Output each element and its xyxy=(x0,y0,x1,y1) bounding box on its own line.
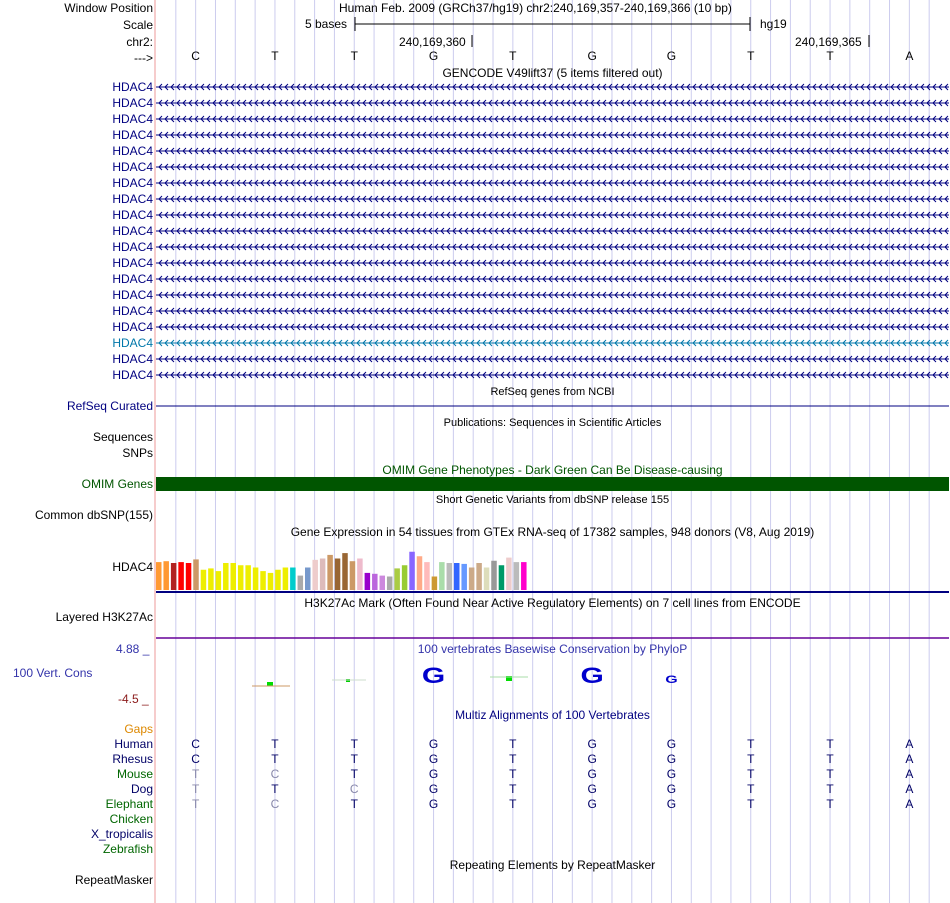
dbsnp-label[interactable]: Common dbSNP(155) xyxy=(34,508,153,522)
gtex-tissue-bar xyxy=(290,568,296,591)
multiz-base: C xyxy=(270,767,280,781)
h3k27ac-title[interactable]: H3K27Ac Mark (Often Found Near Active Regulatory Elements) on 7 cell lines from ENCODE xyxy=(304,596,801,610)
gtex-tissue-bar xyxy=(216,571,222,590)
phylop-base-glyph: G xyxy=(421,662,446,689)
gtex-tissue-bar xyxy=(312,560,318,590)
multiz-base: T xyxy=(747,752,755,766)
multiz-base: A xyxy=(905,767,914,781)
multiz-base: T xyxy=(509,782,517,796)
multiz-base: T xyxy=(350,797,358,811)
gencode-gene-label[interactable]: HDAC4 xyxy=(112,304,153,318)
gtex-tissue-bar xyxy=(432,577,438,591)
chrom-label: chr2: xyxy=(126,35,153,49)
gtex-tissue-bar xyxy=(484,568,490,591)
gtex-tissue-bar xyxy=(380,576,386,590)
multiz-base: C xyxy=(349,782,359,796)
gencode-gene-label[interactable]: HDAC4 xyxy=(112,336,153,350)
multiz-base: T xyxy=(747,737,755,751)
multiz-base: T xyxy=(509,797,517,811)
multiz-base: G xyxy=(428,737,439,751)
repeatmasker-label[interactable]: RepeatMasker xyxy=(74,873,153,887)
omim-gene-bar xyxy=(156,477,949,491)
multiz-species-label[interactable]: Dog xyxy=(130,782,153,796)
gtex-tissue-bar xyxy=(201,570,207,590)
multiz-title[interactable]: Multiz Alignments of 100 Vertebrates xyxy=(455,708,650,722)
phylop-base-glyph: G xyxy=(665,672,678,686)
gtex-tissue-bar xyxy=(424,562,430,590)
gencode-gene-label[interactable]: HDAC4 xyxy=(112,288,153,302)
gtex-tissue-bar xyxy=(387,577,393,591)
coord-tick-1: 240,169,360 xyxy=(399,35,466,49)
gtex-tissue-bar xyxy=(350,561,356,590)
gtex-tissue-bar xyxy=(402,565,408,590)
gtex-tissue-bar xyxy=(305,568,311,591)
multiz-base: G xyxy=(666,752,677,766)
gtex-tissue-bar xyxy=(260,571,266,590)
multiz-species-label[interactable]: X_tropicalis xyxy=(90,827,153,841)
gencode-gene-label[interactable]: HDAC4 xyxy=(112,240,153,254)
sequence-base: T xyxy=(747,49,755,63)
multiz-base: A xyxy=(905,737,914,751)
gencode-gene-label[interactable]: HDAC4 xyxy=(112,112,153,126)
assembly-label: hg19 xyxy=(760,17,787,31)
gtex-tissue-bar xyxy=(298,576,304,590)
phylop-mini-bar xyxy=(267,682,273,686)
multiz-base: C xyxy=(191,737,200,751)
multiz-base: T xyxy=(826,782,834,796)
gtex-tissue-bar xyxy=(454,563,460,590)
h3k27ac-label[interactable]: Layered H3K27Ac xyxy=(55,610,153,624)
gtex-tissue-bar xyxy=(506,558,512,590)
gtex-tissue-bar xyxy=(268,573,274,590)
gtex-tissue-bar xyxy=(365,573,371,590)
multiz-base: T xyxy=(509,767,517,781)
multiz-base: T xyxy=(350,737,358,751)
phylop-glyphs xyxy=(252,663,678,688)
gencode-gene-label[interactable]: HDAC4 xyxy=(112,272,153,286)
coord-tick-2: 240,169,365 xyxy=(795,35,862,49)
gtex-tissue-bar xyxy=(320,559,326,591)
gtex-tissue-bar xyxy=(223,563,229,590)
multiz-base: T xyxy=(747,797,755,811)
gtex-tissue-bar xyxy=(342,553,348,590)
gtex-tissue-bar xyxy=(245,565,251,590)
multiz-base: G xyxy=(428,797,439,811)
multiz-species-label[interactable]: Mouse xyxy=(116,767,153,781)
window-position-text: Human Feb. 2009 (GRCh37/hg19) chr2:240,169,357-240,169,366 (10 bp) xyxy=(339,1,732,15)
multiz-base: T xyxy=(191,782,200,796)
multiz-species-label[interactable]: Zebrafish xyxy=(102,842,153,856)
publications-snps-label[interactable]: SNPs xyxy=(122,446,153,460)
refseq-title[interactable]: RefSeq genes from NCBI xyxy=(490,386,615,398)
gencode-gene-label[interactable]: HDAC4 xyxy=(112,352,153,366)
sequence-base: T xyxy=(350,49,358,63)
multiz-base: T xyxy=(826,797,834,811)
multiz-base: G xyxy=(428,752,439,766)
gtex-tissue-bar xyxy=(275,570,281,590)
sequence-base: G xyxy=(428,49,439,63)
multiz-species-label[interactable]: Rhesus xyxy=(112,752,153,766)
phylop-base-glyph: G xyxy=(580,662,604,689)
dbsnp-title[interactable]: Short Genetic Variants from dbSNP release 155 xyxy=(435,494,670,506)
sequence-base: C xyxy=(191,49,200,63)
gencode-gene-label[interactable]: HDAC4 xyxy=(112,128,153,142)
gencode-gene-label[interactable]: HDAC4 xyxy=(112,368,153,382)
gtex-tissue-bar xyxy=(439,562,445,590)
gencode-gene-label[interactable]: HDAC4 xyxy=(112,224,153,238)
gtex-tissue-bar xyxy=(163,561,169,590)
multiz-base: C xyxy=(191,752,200,766)
multiz-base: T xyxy=(271,737,279,751)
gtex-tissue-bar xyxy=(476,563,482,590)
multiz-base: G xyxy=(587,797,597,811)
gencode-gene-label[interactable]: HDAC4 xyxy=(112,80,153,94)
gtex-tissue-bar xyxy=(335,559,341,591)
gencode-gene-label[interactable]: HDAC4 xyxy=(112,160,153,174)
publications-title[interactable]: Publications: Sequences in Scientific Articles xyxy=(443,417,662,429)
phylop-min-label: -4.5 _ xyxy=(118,692,149,706)
gtex-tissue-bar xyxy=(514,562,520,590)
multiz-base: A xyxy=(905,782,914,796)
sequence-base: G xyxy=(587,49,597,63)
gtex-tissue-bar xyxy=(357,559,363,591)
multiz-species-label[interactable]: Chicken xyxy=(109,812,153,826)
multiz-base: C xyxy=(270,797,280,811)
gtex-tissue-bar xyxy=(253,568,259,591)
gtex-title[interactable]: Gene Expression in 54 tissues from GTEx RNA-seq of 17382 samples, 948 donors (V8, Aug 2019) xyxy=(290,525,815,539)
multiz-base: G xyxy=(666,737,677,751)
multiz-base: T xyxy=(747,767,755,781)
multiz-base: G xyxy=(587,767,597,781)
strand-label: ---> xyxy=(134,51,153,65)
gencode-gene-label[interactable]: HDAC4 xyxy=(112,176,153,190)
gencode-gene-label[interactable]: HDAC4 xyxy=(112,192,153,206)
multiz-species-label[interactable]: Human xyxy=(114,737,153,751)
gencode-gene-label[interactable]: HDAC4 xyxy=(112,208,153,222)
multiz-base: T xyxy=(826,737,834,751)
multiz-base: G xyxy=(666,797,677,811)
multiz-base: T xyxy=(350,752,358,766)
multiz-base: T xyxy=(350,767,358,781)
sequence-base: G xyxy=(666,49,677,63)
omim-title[interactable]: OMIM Gene Phenotypes - Dark Green Can Be Disease-causing xyxy=(382,463,723,477)
gencode-gene-label[interactable]: HDAC4 xyxy=(112,256,153,270)
gtex-tissue-bar xyxy=(238,565,244,590)
multiz-base: T xyxy=(509,737,517,751)
gtex-tissue-bar xyxy=(171,563,177,590)
sequence-base: T xyxy=(826,49,834,63)
multiz-base: G xyxy=(587,782,597,796)
gtex-tissue-bar xyxy=(283,568,289,591)
multiz-base: G xyxy=(428,782,439,796)
gtex-tissue-bar xyxy=(417,556,423,590)
gtex-bars xyxy=(156,552,527,590)
multiz-base: T xyxy=(191,767,200,781)
gtex-tissue-bar xyxy=(208,568,214,590)
gtex-tissue-bar xyxy=(469,568,475,591)
refseq-label[interactable]: RefSeq Curated xyxy=(66,399,153,413)
phylop-max-label: 4.88 _ xyxy=(116,642,150,656)
gencode-gene-label[interactable]: HDAC4 xyxy=(112,144,153,158)
scale-bases-text: 5 bases xyxy=(305,17,348,31)
gencode-title[interactable]: GENCODE V49lift37 (5 items filtered out) xyxy=(442,66,663,80)
gtex-tissue-bar xyxy=(231,563,237,590)
gtex-tissue-bar xyxy=(461,564,467,590)
gtex-tissue-bar xyxy=(186,563,192,590)
multiz-base: T xyxy=(191,797,200,811)
phylop-label[interactable]: 100 Vert. Cons xyxy=(13,666,93,680)
multiz-base: T xyxy=(509,752,517,766)
multiz-base: T xyxy=(271,752,279,766)
gtex-tissue-bar xyxy=(327,555,333,590)
gtex-tissue-bar xyxy=(372,574,378,590)
multiz-base: T xyxy=(747,782,755,796)
gtex-tissue-bar xyxy=(447,563,453,590)
gtex-tissue-bar xyxy=(521,562,527,590)
multiz-base: A xyxy=(905,797,914,811)
multiz-base: G xyxy=(666,767,677,781)
gtex-tissue-bar xyxy=(499,565,505,590)
multiz-base: G xyxy=(428,767,439,781)
sequence-base: T xyxy=(271,49,279,63)
sequence-base: A xyxy=(905,49,914,63)
gtex-tissue-bar xyxy=(394,568,400,590)
publications-sequences-label[interactable]: Sequences xyxy=(92,430,153,444)
scale-label: Scale xyxy=(122,18,153,32)
multiz-base: G xyxy=(587,752,597,766)
gtex-tissue-bar xyxy=(193,559,199,590)
multiz-base: T xyxy=(826,767,834,781)
gtex-tissue-bar xyxy=(409,552,415,590)
multiz-base: G xyxy=(666,782,677,796)
phylop-title[interactable]: 100 vertebrates Basewise Conservation by PhyloP xyxy=(417,642,688,656)
multiz-base: T xyxy=(271,782,279,796)
multiz-gaps-label[interactable]: Gaps xyxy=(124,722,153,736)
multiz-base: G xyxy=(587,737,597,751)
gtex-tissue-bar xyxy=(491,561,497,590)
gtex-gene-label[interactable]: HDAC4 xyxy=(112,560,153,574)
window-position-label: Window Position xyxy=(64,1,153,15)
gencode-gene-label[interactable]: HDAC4 xyxy=(112,320,153,334)
repeatmasker-title[interactable]: Repeating Elements by RepeatMasker xyxy=(449,858,656,872)
multiz-base: A xyxy=(905,752,914,766)
multiz-species-label[interactable]: Elephant xyxy=(105,797,153,811)
omim-label[interactable]: OMIM Genes xyxy=(81,477,153,491)
sequence-base: T xyxy=(509,49,517,63)
multiz-base: T xyxy=(826,752,834,766)
gtex-tissue-bar xyxy=(178,562,184,590)
gtex-tissue-bar xyxy=(156,562,162,590)
gencode-gene-label[interactable]: HDAC4 xyxy=(112,96,153,110)
